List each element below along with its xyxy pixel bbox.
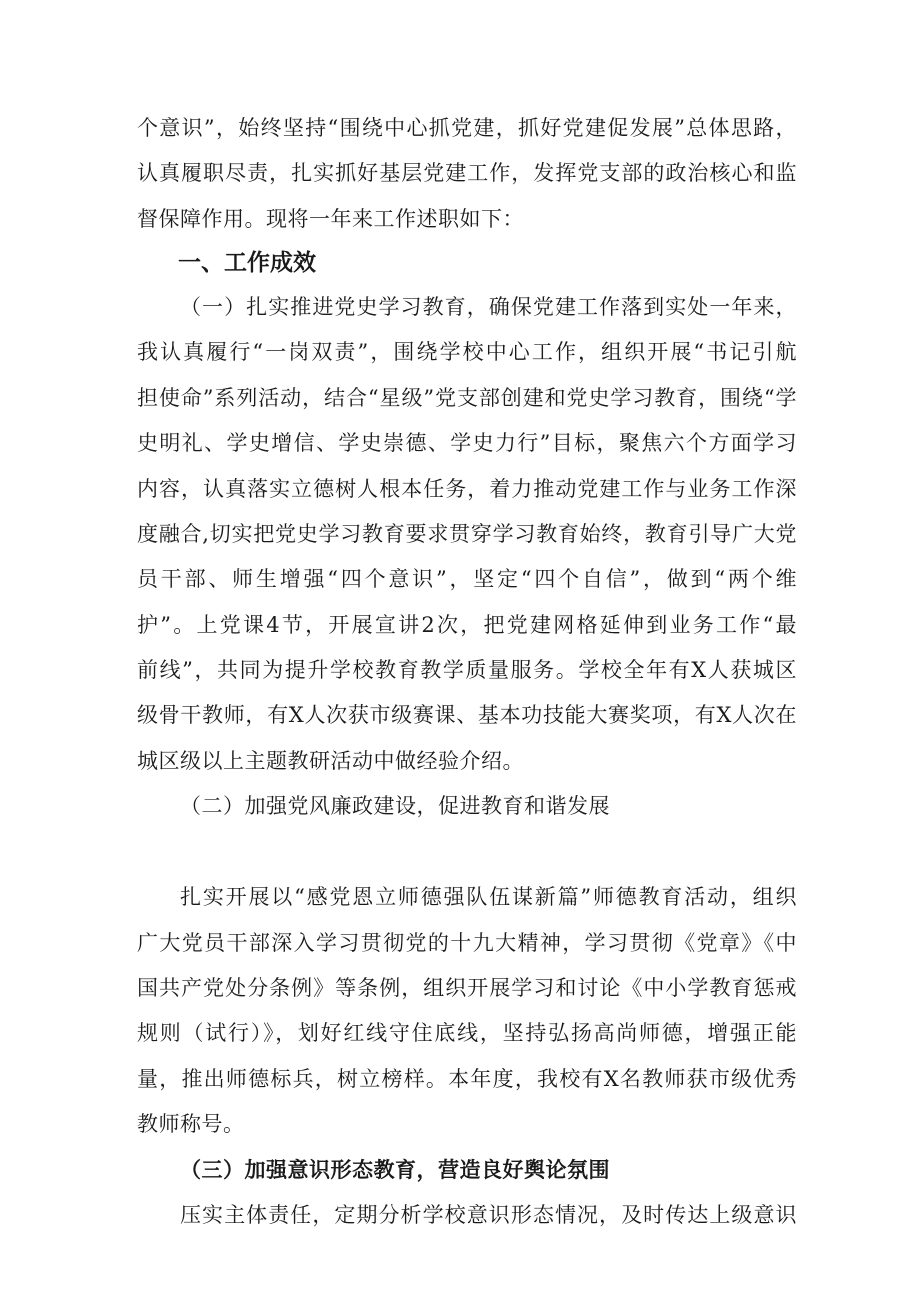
sub2-line: 规则（试行）》，划好红线守住底线，坚持弘扬高尚师德，增强正能 <box>137 1021 797 1045</box>
sub1-line: 我认真履行“一岗双责”，围绕学校中心工作，组织开展“书记引航 <box>137 340 797 364</box>
intro-line-3: 督保障作用。现将一年来工作述职如下： <box>137 207 524 231</box>
intro-line-2: 认真履职尽责，扎实抓好基层党建工作，发挥党支部的政治核心和监 <box>137 161 797 185</box>
sub2-line: 教师称号。 <box>137 1112 245 1136</box>
intro-line-1: 个意识”，始终坚持“围绕中心抓党建，抓好党建促发展”总体思路， <box>137 116 797 140</box>
sub3-heading: （三）加强意识形态教育，营造良好舆论氛围 <box>180 1157 610 1182</box>
section-heading: 一、工作成效 <box>178 250 316 276</box>
sub1-line: 级骨干教师，有X人次获市级赛课、基本功技能大赛奖项，有X人次在 <box>137 703 797 727</box>
sub1-line: 城区级以上主题教研活动中做经验介绍。 <box>137 749 524 773</box>
sub1-first-line: （一）扎实推进党史学习教育，确保党建工作落到实处一年来， <box>180 295 797 319</box>
sub1-line: 前线”，共同为提升学校教育教学质量服务。学校全年有X人获城区 <box>137 658 797 682</box>
sub2-first-line: 扎实开展以“感党恩立师德强队伍谋新篇”师德教育活动，组织 <box>180 885 797 909</box>
sub2-heading: （二）加强党风廉政建设，促进教育和谐发展 <box>180 794 610 818</box>
sub1-line: 度融合,切实把党史学习教育要求贯穿学习教育始终，教育引导广大党 <box>137 522 797 546</box>
sub3-first-line: 压实主体责任，定期分析学校意识形态情况，及时传达上级意识 <box>180 1203 797 1227</box>
sub1-line: 护”。上党课4节，开展宣讲2次，把党建网格延伸到业务工作“最 <box>137 613 797 637</box>
sub1-line: 史明礼、学史增信、学史崇德、学史力行”目标，聚焦六个方面学习 <box>137 431 797 455</box>
sub2-line: 量，推出师德标兵，树立榜样。本年度，我校有X名教师获市级优秀 <box>137 1067 797 1091</box>
sub1-line: 内容，认真落实立德树人根本任务，着力推动党建工作与业务工作深 <box>137 477 797 501</box>
sub2-line: 国共产党处分条例》等条例，组织开展学习和讨论《中小学教育惩戒 <box>137 976 797 1000</box>
sub2-line: 广大党员干部深入学习贯彻党的十九大精神，学习贯彻《党章》《中 <box>137 931 797 955</box>
sub1-line: 员干部、师生增强“四个意识”，坚定“四个自信”，做到“两个维 <box>137 567 797 591</box>
sub1-line: 担使命”系列活动，结合“星级”党支部创建和党史学习教育，围绕“学 <box>137 386 797 410</box>
